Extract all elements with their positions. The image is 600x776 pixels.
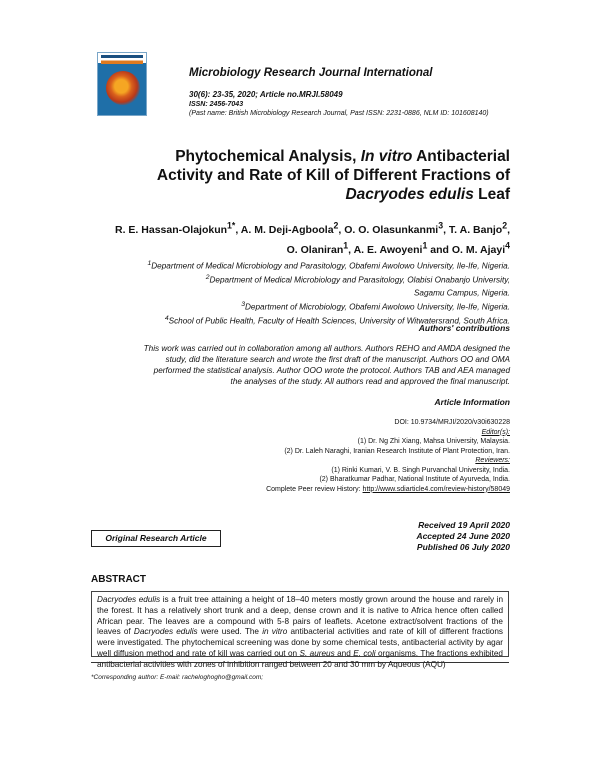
- title-part: Leaf: [473, 186, 510, 203]
- affiliation: $^4$School of Public Health, Faculty of Health Sciences, University of Witwatersrand, South Africa.: [164, 314, 510, 326]
- journal-cover-thumbnail: [97, 52, 147, 116]
- affiliation: Sagamu Campus, Nigeria.: [413, 289, 510, 299]
- abstract-text: Dacryodes edulis is a fruit tree attaining a height of 18–40 meters mostly grown around the house and rarely in the forest. It has a relatively short trunk and a deep, dense crown and it is native to Africa hence often called African pear. The leaves are a compound with 5-8 pairs of leaflets. Acetone extract/solvent fractions of the leaves of Dacryodes edulis were used. The in vitro antibacterial activities and rate of kill of different fractions were investigated. The phytochemical screening was done by some chemical tests, antibacterial activity by agar well diffusion method and rate of kill was carried out on S. aureus and E. coli organisms. The fractions exhibited antibacterial activities with zones of inhibition ranged between 20 and 30 mm by Aqueous (AQU): [97, 595, 503, 669]
- article-info-heading: Article Information: [434, 397, 510, 407]
- title-part: Phytochemical Analysis,: [175, 148, 361, 165]
- article-type-badge: Original Research Article: [91, 530, 221, 547]
- issn: ISSN: 2456-7043: [189, 101, 244, 108]
- author: A. E. Awoyeni$^1$ and: [353, 240, 452, 256]
- article-info: [80, 418, 510, 494]
- review-history-link[interactable]: http://www.sdiarticle4.com/review-history/58049: [362, 485, 510, 493]
- dates: [416, 520, 510, 553]
- author: T. A. Banjo$^2$,: [448, 220, 510, 236]
- review-history: Complete Peer review History: http://www.sdiarticle4.com/review-history/58049: [266, 485, 510, 493]
- contrib-line: the analyses of the study. All authors read and approved the final manuscript.: [230, 377, 510, 386]
- cover-image: [106, 71, 140, 105]
- affiliation: $^3$Department of Microbiology, Obafemi Awolowo University, Ile-Ife, Nigeria.: [241, 301, 510, 312]
- affiliation: $^2$Department of Medical Microbiology and Parasitology, Olabisi Onabanjo University,: [205, 273, 510, 285]
- author-list: [80, 217, 510, 258]
- past-names: (Past name: British Microbiology Research Journal, Past ISSN: 2231-0886, NLM ID: 101608140): [189, 110, 489, 117]
- editors-label: Editor(s):: [481, 428, 510, 436]
- reviewer: (1) Rinki Kumari, V. B. Singh Purvanchal University, India.: [331, 466, 510, 474]
- affiliation: $^1$Department of Medical Microbiology and Parasitology, Obafemi Awolowo University, Ile-Ife, Nigeria.: [147, 260, 510, 271]
- contrib-line: This work was carried out in collaboration among all authors. Authors REHO and AMDA designed the: [143, 344, 510, 353]
- editor: (1) Dr. Ng Zhi Xiang, Mahsa University, Malaysia.: [357, 438, 510, 445]
- contributions-heading: Authors' contributions: [418, 323, 510, 333]
- received-date: Received 19 April 2020: [418, 520, 510, 530]
- abstract-heading: ABSTRACT: [91, 574, 146, 585]
- editor: (2) Dr. Laleh Naraghi, Iranian Research Institute of Plant Protection, Iran.: [284, 447, 510, 455]
- affiliations: [80, 258, 510, 327]
- footnote-divider: [91, 662, 509, 663]
- title-line: Activity and Rate of Kill of Different Fractions of: [156, 167, 510, 184]
- author: O. M. Ajayi$^4$: [451, 240, 510, 256]
- contrib-line: study, did the literature search and wrote the first draft of the manuscript. Authors OO and OMA: [165, 355, 510, 364]
- author: O. O. Olasunkanmi$^3$,: [344, 220, 449, 236]
- citation: 30(6): 23-35, 2020; Article no.MRJI.58049: [189, 90, 343, 99]
- contrib-line: performed the statistical analysis. Author OOO wrote the protocol. Authors TAB and AEA managed: [153, 366, 510, 375]
- title-part: Antibacterial: [412, 148, 510, 165]
- abstract-box: [91, 591, 509, 669]
- author: A. M. Deji-Agboola$^2$,: [240, 220, 345, 236]
- corresponding-author: *Corresponding author: E-mail: racheloghogho@gmail.com;: [91, 674, 264, 681]
- author: R. E. Hassan-Olajokun$^{1*}$,: [115, 220, 241, 236]
- paper-title: [80, 147, 510, 204]
- accepted-date: Accepted 24 June 2020: [416, 531, 510, 541]
- author: O. Olaniran$^1$,: [286, 240, 354, 256]
- published-date: Published 06 July 2020: [416, 542, 510, 552]
- reviewers-label: Reviewers:: [475, 457, 510, 464]
- title-italic: In vitro: [360, 148, 413, 165]
- contributions-text: [80, 343, 510, 387]
- doi: DOI: 10.9734/MRJI/2020/v30i630228: [394, 419, 510, 426]
- journal-title: Microbiology Research Journal International: [189, 67, 433, 79]
- reviewer: (2) Bharatkumar Padhar, National Institute of Ayurveda, India.: [319, 476, 510, 483]
- title-species: Dacryodes edulis: [345, 186, 474, 203]
- cover-title-band: [101, 55, 143, 64]
